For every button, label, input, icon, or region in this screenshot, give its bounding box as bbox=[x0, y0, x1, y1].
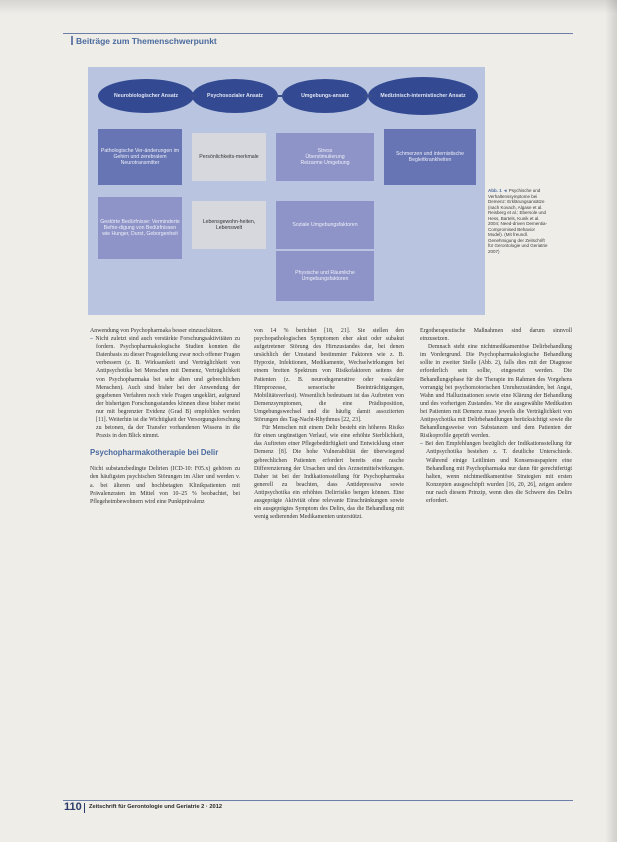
page-shadow bbox=[605, 0, 617, 842]
paragraph: Nicht substanzbedingte Delirien (ICD-10: F05.x) gehören zu den häufigsten psychischen Störungen im Alter und werden v. a. bei älteren und hochbetagten Klinikpatienten mit Prävalenzraten im Mittel von 10–25 % beobachtet, bei Pflegeheimbewohnern wird eine Punktprävalenz bbox=[90, 466, 240, 505]
text-column-3 bbox=[420, 327, 572, 505]
page-number: 110 bbox=[64, 801, 82, 813]
box-social: Soziale Umgebungsfaktoren bbox=[276, 201, 374, 249]
figure-diagram bbox=[88, 67, 485, 315]
paragraph: Ergotherapeutische Maßnahmen sind darum sinnvoll einzusetzen. bbox=[420, 328, 572, 343]
dash-bullet: – bbox=[420, 441, 426, 448]
paragraph: Anwendung von Psychopharmaka besser einzuschätzen. bbox=[90, 328, 223, 334]
footer-rule bbox=[63, 800, 573, 801]
header-rule bbox=[63, 33, 573, 34]
ellipse-psychosocial: Psychosozialer Ansatz bbox=[192, 79, 278, 113]
caption-label: Abb. 1 ◄ bbox=[488, 188, 508, 193]
arrow-connector bbox=[364, 95, 372, 97]
top-shadow bbox=[0, 0, 617, 14]
footer-tick bbox=[84, 803, 85, 813]
bullet-text: Bei den Empfehlungen bezüglich der Indikationsstellung für Antipsychotika bestehen z. T. deutliche Unterschiede. Während einige Leitlinien und Konsensuspapiere eine Behandlung mit Psychopharmaka nur dann für gerechtfertigt halten, wenn nichtmedikamentöse Strategien mit ersten Konzepten ausgeschöpft wurden [16, 20, 26], zeigen andere nur nach diesem Prinzip, wenn dies die Schwere des Delirs erfordert. bbox=[425, 441, 572, 504]
box-needs: Gestörte Bedürfnisse: Verminderte Befrie-digung von Bedürfnissen wie Hunger, Durst, Geborgenheit bbox=[98, 197, 182, 259]
bullet-text: Nicht zuletzt sind auch verstärkte Forschungsaktivitäten zu fordern. Psychopharmakologische Studien konnten die Datenbasis zu dieser Fragestellung zwar noch offener Fragen verbessern (z. B. Wirksamkeit und Verträglichkeit von Antipsychotika bei Menschen mit Demenz, Verträglichkeit von Psychopharmaka bei sehr alten und gebrechlichen Menschen). Auch sind bisher bei der Anwendung der gegebenen Verfahren noch viele Fragen ungeklärt, aufgrund der bisherigen Forschungsstandes können diese bisher meist nur mit begrenzter Evidenz (Grad B) empfohlen werden [11]. Weiterhin ist die Wichtigkeit der Versorgungsforschung zu betonen, da der Transfer vorhandenen Wissens in die Praxis in den Blick nimmt. bbox=[95, 336, 240, 440]
ellipse-medical: Medizinisch-internistischer Ansatz bbox=[368, 77, 478, 115]
box-personality: Persönlichkeits-merkmale bbox=[192, 133, 266, 181]
journal-name: Zeitschrift für Gerontologie und Geriatrie 2 · 2012 bbox=[89, 804, 223, 810]
bullet-paragraph bbox=[420, 440, 572, 505]
arrow-connector bbox=[190, 95, 196, 97]
ellipse-environment: Umgebungs-ansatz bbox=[282, 79, 368, 113]
section-title: Beiträge zum Themenschwerpunkt bbox=[76, 36, 217, 46]
arrow-connector bbox=[276, 95, 284, 97]
text-column-2 bbox=[254, 327, 404, 521]
ellipse-neurobiological: Neurobiologischer Ansatz bbox=[98, 79, 194, 113]
box-pathology: Pathologische Ver-änderungen im Gehirn und zerebralem Neurotransmitter bbox=[98, 129, 182, 185]
paragraph: Für Menschen mit einem Delir besteht ein höheres Risiko für einen ungünstigen Verlauf, wie eine erhöhte Sterblichkeit, das Auftreten einer Pflegebedürftigkeit und Entwicklung einer Demenz [8]. Die hohe Vulnerabilität der überwiegend gebrechlichen Patienten erfordert bereits eine rasche Differenzierung der Ursachen und des Arzneimittelwirkungen. Daher ist bei der Indikationsstellung für Psychopharmaka generell zu beachten, dass Antidepressiva sowie Antipsychotika ein erhöhtes Delirrisiko bergen können. Eine ausgeprägte Aktivität ohne relevante Einschränkungen sowie ein ausgeprägtes Symptom des Delirs, das die Behandlung mit wenig sedierenden Medikamenten unterstützt. bbox=[254, 425, 404, 521]
subheading: Psychopharmakotherapie bei Delir bbox=[90, 448, 219, 458]
bullet-paragraph bbox=[90, 335, 240, 440]
box-physical: Physische und Räumliche Umgebungsfaktoren bbox=[276, 251, 374, 301]
box-stress: Stress Überstimulierung Reizarme Umgebung bbox=[276, 133, 374, 181]
paragraph: von 14 % berichtet [18, 21]. Sie stellen den psychopathologischen Symptomen eher akut oder subakut aufgetretener Störung des Hirnzustandes dar, bei denen ursächlich der Umstand bestimmter Faktoren wie z. B. Hypoxie, Infektionen, Medikamente, Wechselwirkungen bei einem breiten Spektrum von Risikofaktoren seitens der Patienten (z. B. neurodegenerative oder vaskuläre Hirnprozesse, sensorische Beeinträchtigungen, Mobilitätsverlust). Wesentlich bedeutsam ist das Auftreten von Demenzsymptomen, die eine Prädisposition, Umgebungswechsel und die häufig damit assoziierten Störungen des Tag-Nacht-Rhythmus [22, 23]. bbox=[254, 328, 404, 424]
dash-bullet: – bbox=[90, 336, 96, 343]
header-tick bbox=[71, 36, 73, 45]
figure-caption bbox=[488, 188, 550, 254]
text-column-1 bbox=[90, 327, 240, 506]
caption-text: Psychische und Verhaltenssymptome bei Demenz: Erklärungsansätze (nach Kovach, Algase et al. Reisberg et al.; Ebersole und Hess, Bartels, Kunik et al. 2004; Need-driven Dementia-Compromised Behavior Model). (Mit freundl. Genehmigung der Zeitschrift für Gerontologie und Geriatrie 2007) bbox=[488, 188, 548, 254]
paragraph: Demnach steht eine nichtmedikamentöse Delirbehandlung im Vordergrund. Die Psychopharmakologische Behandlung sollte in zweiter Stelle (Abb. 2), falls dies mit der Diagnose erforderlich sein sollte, eingesetzt werden. Die Behandlungsphase für die Therapie im Rahmen des Vorgehens vorrangig bei psychomotorischen Unruhezuständen, bei Angst, Wahn und Halluzinationen sowie eine Klärung der Behandlung und des vorherigen Zustandes. Vor die ausgewählte Medikation bei Patienten mit Demenz muss jeweils die Verträglichkeit von Antipsychotika mit Delirbehandlungen berücksichtigt sowie die Behandlungsweise von Substanzen und dem Patienten der Risikoprofile geprüft werden. bbox=[420, 344, 572, 440]
box-lifestyle: Lebensgewohn-heiten, Lebenswelt bbox=[192, 201, 266, 249]
box-pain: Schmerzen und internistische Begleitkrankheiten bbox=[384, 129, 476, 185]
